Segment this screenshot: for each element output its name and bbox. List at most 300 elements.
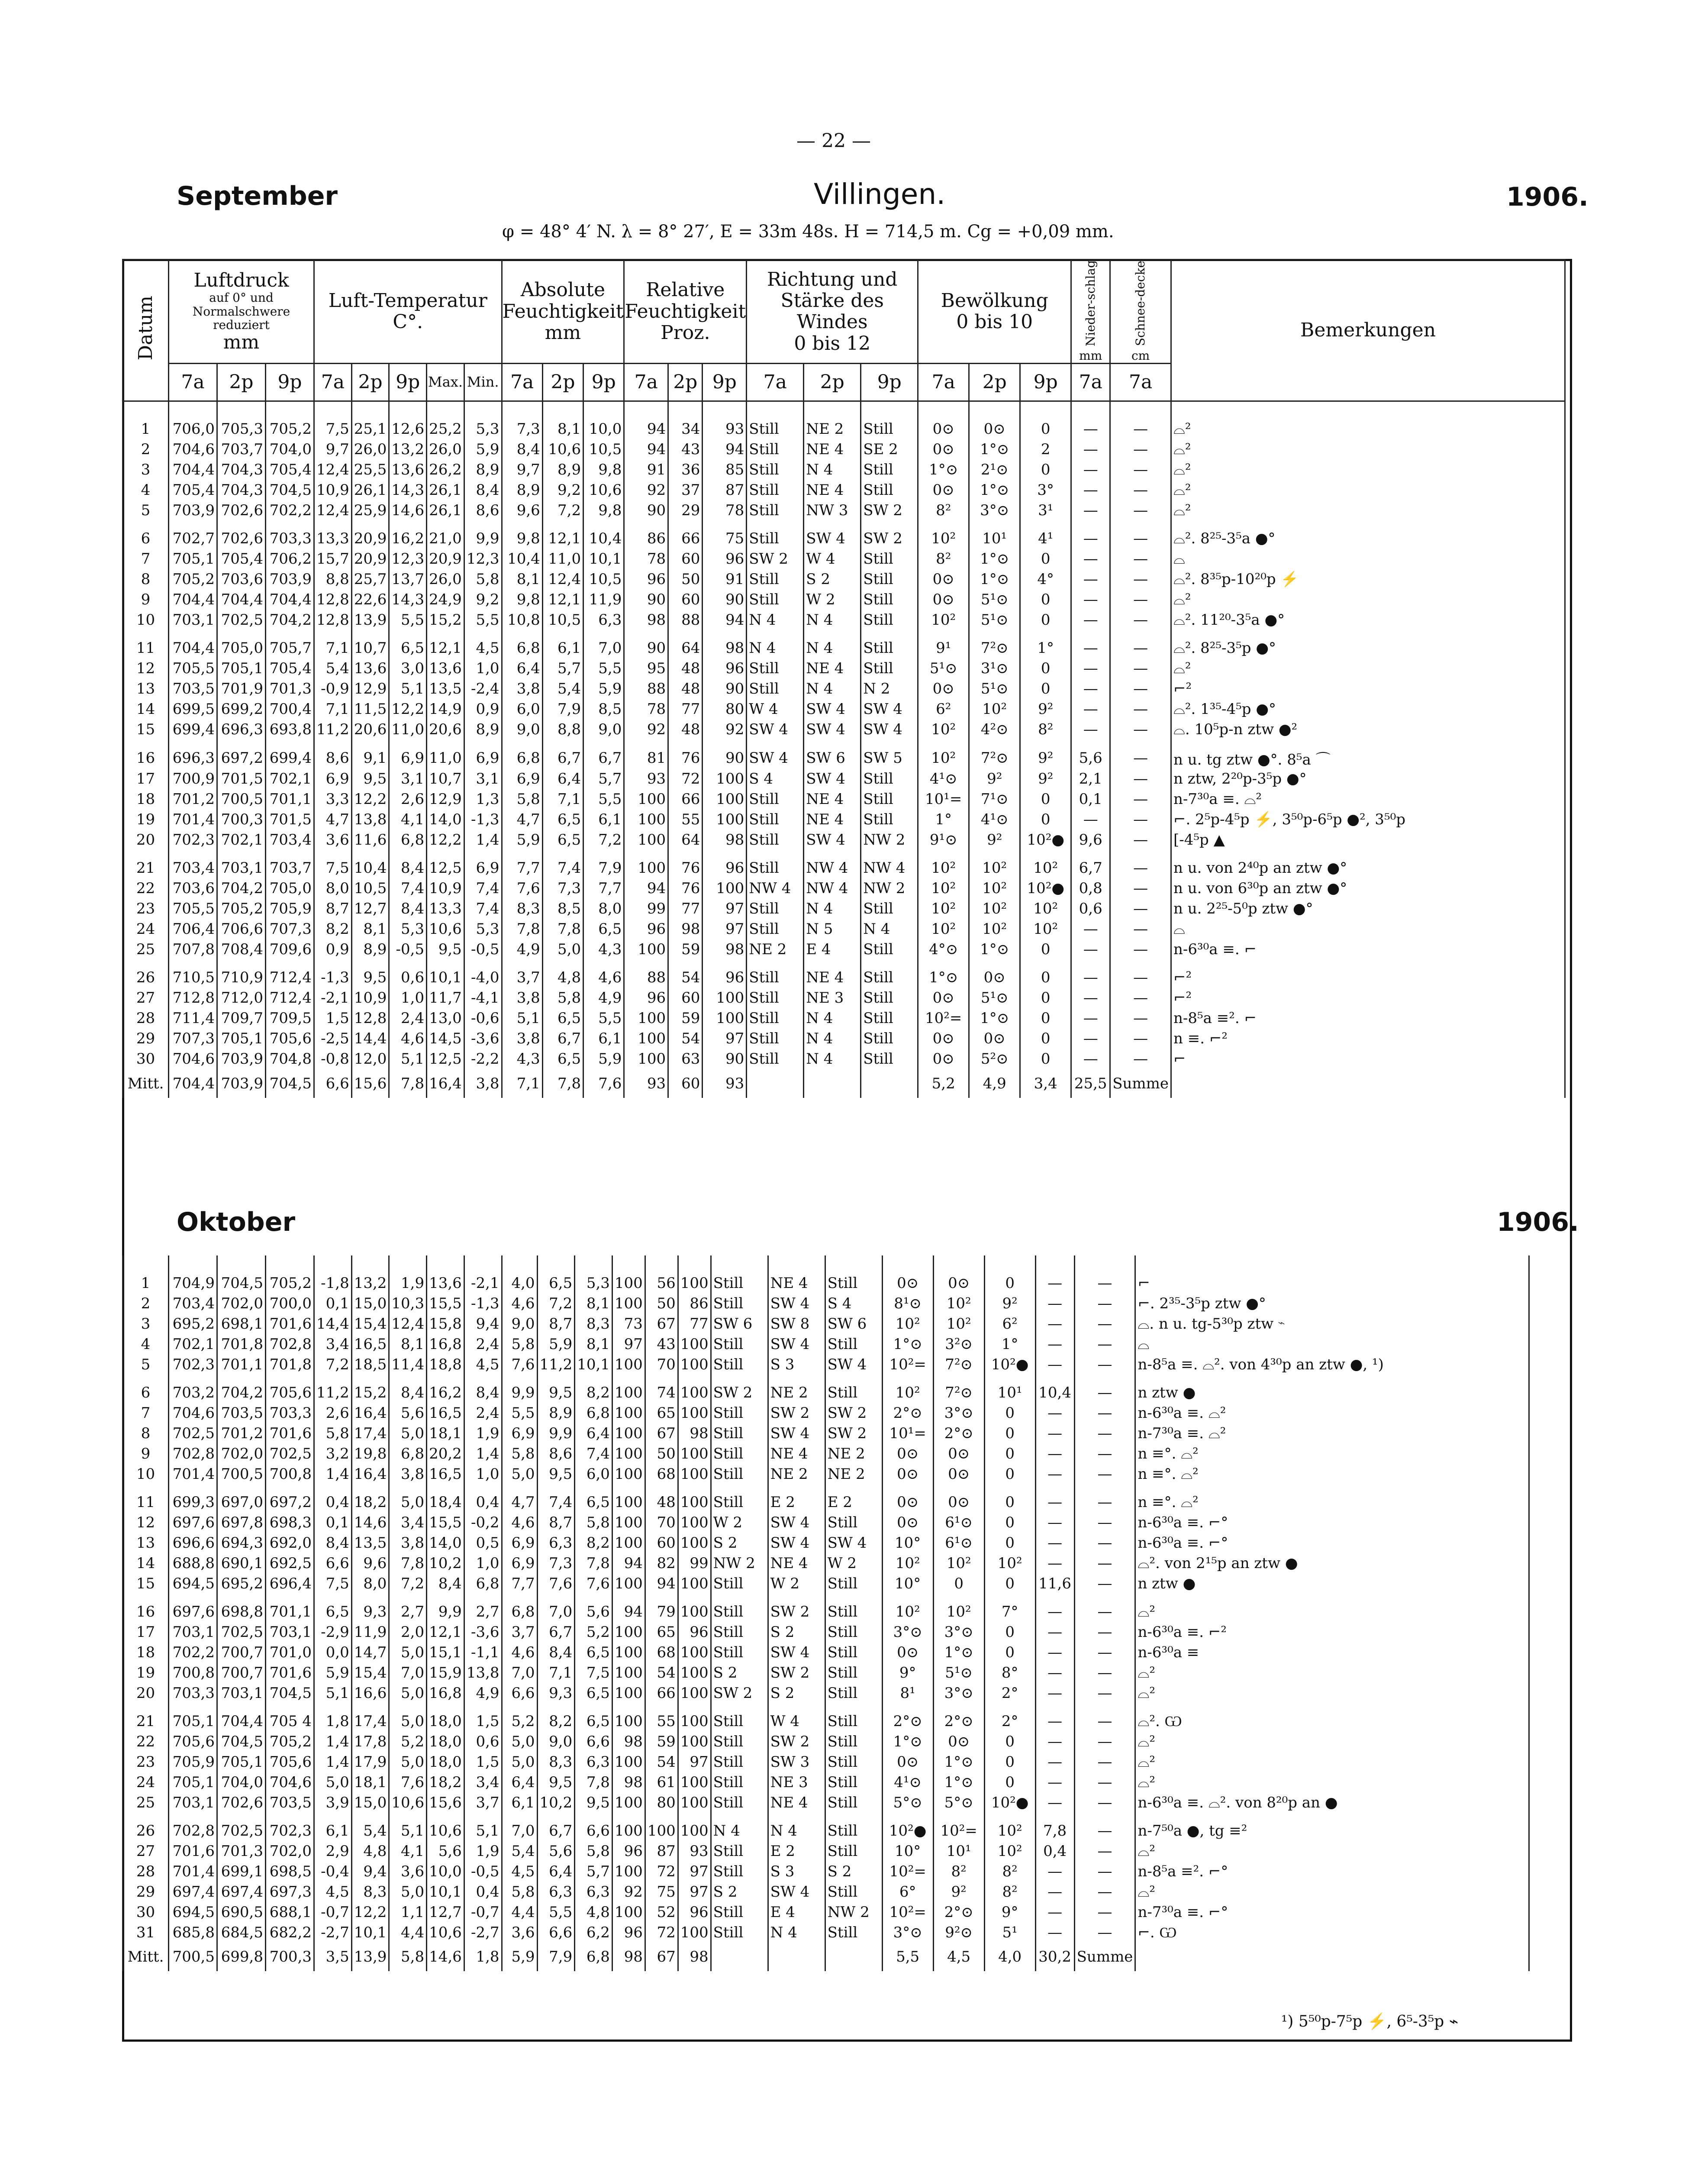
cell: 11,6 — [351, 830, 389, 850]
cell: SW 2 — [768, 1601, 825, 1622]
empty-cell — [1071, 401, 1110, 419]
cell: 2° — [984, 1683, 1035, 1703]
cell: 701,2 — [217, 1423, 266, 1443]
cell: SW 4 — [768, 1423, 825, 1443]
cell: 19,8 — [351, 1443, 389, 1464]
table-row — [123, 1423, 1529, 1443]
cell: 3,1 — [464, 769, 502, 789]
cell: 2,6 — [389, 789, 427, 810]
cell: 100 — [678, 1573, 711, 1594]
cell: 703,3 — [266, 1403, 314, 1423]
empty-cell — [169, 401, 217, 419]
cell: 6,9 — [464, 858, 502, 878]
cell: 22 — [123, 878, 169, 899]
cell: 27 — [123, 1841, 169, 1861]
cell: 52 — [645, 1902, 678, 1922]
empty-cell — [1071, 630, 1110, 638]
cell: 710,9 — [217, 968, 266, 988]
empty-cell — [969, 630, 1020, 638]
empty-cell — [464, 740, 502, 748]
cell: 13 — [123, 679, 169, 699]
cell: 11 — [123, 638, 169, 658]
cell: n-7³⁰a ≡. ⌓² — [1135, 1423, 1529, 1443]
cell: 91 — [624, 460, 668, 480]
cell: ⌓. n u. tg-5³⁰p ztw ⌁ — [1135, 1313, 1529, 1334]
empty-cell — [314, 740, 352, 748]
cell: 3°⊙ — [882, 1622, 933, 1642]
subheader-t7-21: 7a — [1110, 363, 1171, 401]
cell: Still — [861, 549, 918, 569]
cell: 682,2 — [266, 1922, 314, 1943]
cell: 16,4 — [351, 1403, 389, 1423]
cell: 701,6 — [266, 1423, 314, 1443]
cell: 1,4 — [314, 1731, 352, 1752]
empty-cell — [1020, 960, 1071, 968]
cell: 701,0 — [266, 1642, 314, 1662]
cell: 702,5 — [217, 610, 266, 630]
cell: 15 — [123, 720, 169, 740]
cell: N 4 — [804, 1029, 861, 1049]
cell: 7,6 — [502, 1354, 537, 1375]
cell: 703,3 — [266, 529, 314, 549]
cell: 3°⊙ — [969, 500, 1020, 521]
cell: 5,1 — [464, 1820, 502, 1841]
cell: S 4 — [747, 769, 804, 789]
cell: 7,8 — [502, 919, 542, 939]
cell: — — [1071, 699, 1110, 720]
cell: 6,6 — [502, 1683, 537, 1703]
cell: 685,8 — [169, 1922, 217, 1943]
empty-cell — [1171, 521, 1565, 529]
empty-cell — [882, 1813, 933, 1820]
cell: SW 8 — [768, 1313, 825, 1334]
empty-cell — [918, 960, 969, 968]
cell: 5,0 — [389, 1711, 427, 1731]
cell: Summe — [1110, 1069, 1171, 1098]
cell: 700,3 — [266, 1943, 314, 1971]
cell: 9,6 — [1071, 830, 1110, 850]
table-row — [123, 899, 1565, 919]
cell: 4,9 — [502, 939, 542, 960]
cell: 10²= — [882, 1354, 933, 1375]
empty-cell — [1110, 850, 1171, 858]
table-row — [123, 968, 1565, 988]
cell: 10,1 — [351, 1922, 389, 1943]
cell: n ztw ● — [1135, 1573, 1529, 1594]
cell: 0 — [984, 1533, 1035, 1553]
cell: 18,1 — [351, 1772, 389, 1792]
empty-cell — [1135, 1594, 1529, 1601]
cell: 1,4 — [314, 1752, 352, 1772]
empty-cell — [123, 1484, 169, 1492]
cell: 5,0 — [389, 1423, 427, 1443]
cell: 5,0 — [389, 1752, 427, 1772]
spacer-row — [123, 850, 1565, 858]
cell: 695,2 — [169, 1313, 217, 1334]
cell: 10,4 — [351, 858, 389, 878]
cell: 7,1 — [314, 638, 352, 658]
empty-cell — [502, 740, 542, 748]
cell: 2 — [123, 1293, 169, 1313]
cell: 8,4 — [464, 1382, 502, 1403]
cell: 704,4 — [217, 590, 266, 610]
cell: — — [1035, 1273, 1074, 1293]
cell: 3,8 — [502, 679, 542, 699]
cell: 8,5 — [542, 899, 583, 919]
empty-cell — [389, 401, 427, 419]
cell: 3,8 — [502, 1029, 542, 1049]
cell: SW 2 — [768, 1403, 825, 1423]
cell: -1,3 — [464, 1293, 502, 1313]
cell: 96 — [703, 968, 747, 988]
header-temperature — [314, 260, 502, 364]
cell: 0 — [1020, 460, 1071, 480]
cell: 9,2 — [542, 480, 583, 500]
cell: ⌐. Ѡ — [1135, 1922, 1529, 1943]
cell: 705,5 — [169, 658, 217, 679]
empty-cell — [169, 1484, 217, 1492]
cell: 5,8 — [502, 1443, 537, 1464]
empty-cell — [678, 1813, 711, 1820]
cell: — — [1071, 919, 1110, 939]
table-row — [123, 1464, 1529, 1484]
cell: 100 — [612, 1382, 645, 1403]
cell: 3,7 — [464, 1792, 502, 1813]
cell: 12 — [123, 658, 169, 679]
cell: 19 — [123, 810, 169, 830]
cell: 702,7 — [169, 529, 217, 549]
cell: 0 — [1020, 968, 1071, 988]
cell: -1,3 — [314, 968, 352, 988]
cell: 0 — [984, 1403, 1035, 1423]
cell: — — [1074, 1512, 1135, 1533]
cell: 3,8 — [389, 1464, 427, 1484]
cell: — — [1074, 1902, 1135, 1922]
cell: 15,6 — [427, 1792, 464, 1813]
cell: 2,7 — [464, 1601, 502, 1622]
cell: 96 — [703, 858, 747, 878]
cell: SW 4 — [747, 720, 804, 740]
cell: 0⊙ — [933, 1492, 984, 1512]
cell: 0 — [984, 1423, 1035, 1443]
cell: 712,4 — [266, 988, 314, 1008]
cell: 703,6 — [169, 878, 217, 899]
empty-cell — [266, 521, 314, 529]
cell: 6,1 — [314, 1820, 352, 1841]
empty-cell — [861, 960, 918, 968]
cell: 100 — [612, 1533, 645, 1553]
cell: 10² — [933, 1601, 984, 1622]
cell: Still — [825, 1512, 882, 1533]
cell: 100 — [678, 1922, 711, 1943]
cell: 705,9 — [266, 899, 314, 919]
cell: Still — [711, 1752, 768, 1772]
cell: 12,7 — [351, 899, 389, 919]
empty-cell — [711, 1255, 768, 1273]
cell: 703,5 — [169, 679, 217, 699]
cell: 10² — [918, 858, 969, 878]
cell: SW 4 — [804, 529, 861, 549]
cell: Still — [747, 968, 804, 988]
empty-cell — [1074, 1375, 1135, 1382]
cell: 6,9 — [389, 748, 427, 769]
cell: 10²● — [1020, 830, 1071, 850]
cell: 30 — [123, 1902, 169, 1922]
cell: Still — [825, 1622, 882, 1642]
cell: 4,6 — [583, 968, 624, 988]
cell: S 3 — [768, 1354, 825, 1375]
cell: 97 — [678, 1752, 711, 1772]
empty-cell — [668, 960, 703, 968]
cell: 699,5 — [169, 699, 217, 720]
cell: 703,9 — [217, 1049, 266, 1069]
cell: 10,0 — [583, 419, 624, 439]
cell: 94 — [612, 1553, 645, 1573]
cell: 6,5 — [542, 1008, 583, 1029]
cell: 2,9 — [314, 1841, 352, 1861]
cell: 703,7 — [217, 439, 266, 460]
cell: W 2 — [768, 1573, 825, 1594]
cell: 96 — [703, 549, 747, 569]
cell: W 4 — [747, 699, 804, 720]
cell: 7,1 — [314, 699, 352, 720]
cell: 20 — [123, 830, 169, 850]
cell: 90 — [703, 748, 747, 769]
cell: 9² — [933, 1881, 984, 1902]
cell: N 4 — [804, 679, 861, 699]
cell: — — [1071, 1049, 1110, 1069]
cell: 60 — [668, 1069, 703, 1098]
subheader-t2-15: 2p — [804, 363, 861, 401]
cell: — — [1074, 1334, 1135, 1354]
empty-cell — [464, 1484, 502, 1492]
cell: 87 — [645, 1841, 678, 1861]
cell: 26 — [123, 1820, 169, 1841]
cell: 700,5 — [217, 789, 266, 810]
cell: N 4 — [804, 1008, 861, 1029]
empty-cell — [768, 1375, 825, 1382]
cell: 12,6 — [389, 419, 427, 439]
cell: Still — [861, 1029, 918, 1049]
empty-cell — [1171, 630, 1565, 638]
cell: 8,4 — [537, 1642, 575, 1662]
cell: 3 — [123, 1313, 169, 1334]
table-row — [123, 858, 1565, 878]
cell: 76 — [668, 878, 703, 899]
cell: 8,5 — [583, 699, 624, 720]
cell: 61 — [645, 1772, 678, 1792]
table-row — [123, 569, 1565, 590]
cell: 16,4 — [427, 1069, 464, 1098]
cell: — — [1074, 1792, 1135, 1813]
cell: — — [1074, 1382, 1135, 1403]
empty-cell — [1074, 1703, 1135, 1711]
cell: 696,4 — [266, 1573, 314, 1594]
table-row — [123, 1752, 1529, 1772]
cell: 8,7 — [314, 899, 352, 919]
cell: 13,6 — [427, 1273, 464, 1293]
cell: 9,0 — [502, 720, 542, 740]
cell: — — [1074, 1553, 1135, 1573]
cell: 12,1 — [427, 1622, 464, 1642]
cell: NE 3 — [804, 988, 861, 1008]
cell: 705,2 — [266, 419, 314, 439]
cell: 5,8 — [464, 569, 502, 590]
empty-cell — [217, 850, 266, 858]
empty-cell — [969, 740, 1020, 748]
cell: 6,4 — [575, 1423, 612, 1443]
cell: 14,6 — [389, 500, 427, 521]
cell: ⌐² — [1171, 968, 1565, 988]
cell: 86 — [624, 529, 668, 549]
cell: 6,3 — [537, 1533, 575, 1553]
cell: — — [1074, 1662, 1135, 1683]
cell: 6,0 — [575, 1464, 612, 1484]
cell: SE 2 — [861, 439, 918, 460]
empty-cell — [804, 850, 861, 858]
empty-cell — [624, 521, 668, 529]
cell: ⌓² — [1135, 1731, 1529, 1752]
table-row — [123, 439, 1565, 460]
empty-cell — [266, 960, 314, 968]
cell: — — [1110, 748, 1171, 769]
empty-cell — [314, 1255, 352, 1273]
empty-cell — [645, 1594, 678, 1601]
cell: 704,4 — [169, 638, 217, 658]
cell: — — [1110, 769, 1171, 789]
cell: -0,5 — [389, 939, 427, 960]
cell: N 4 — [861, 919, 918, 939]
cell: 54 — [668, 1029, 703, 1049]
cell: 2,0 — [389, 1622, 427, 1642]
cell: 700,5 — [217, 1464, 266, 1484]
cell: SW 2 — [711, 1683, 768, 1703]
empty-cell — [825, 1255, 882, 1273]
empty-cell — [668, 630, 703, 638]
cell: 701,2 — [169, 789, 217, 810]
cell: 100 — [678, 1354, 711, 1375]
cell: 6,5 — [542, 810, 583, 830]
cell: 10,6 — [427, 1820, 464, 1841]
cell: 100 — [678, 1601, 711, 1622]
cell: 705,1 — [217, 658, 266, 679]
cell: 11,2 — [314, 1382, 352, 1403]
cell: 11,4 — [389, 1354, 427, 1375]
empty-cell — [1110, 740, 1171, 748]
cell: n-8⁵a ≡². ⌐ — [1171, 1008, 1565, 1029]
cell: 7,2 — [314, 1354, 352, 1375]
empty-cell — [464, 850, 502, 858]
cell: 73 — [612, 1313, 645, 1334]
cell: 13,7 — [389, 569, 427, 590]
cell: 17,8 — [351, 1731, 389, 1752]
cell: ⌓² — [1171, 460, 1565, 480]
cell: 15,7 — [314, 549, 352, 569]
cell: — — [1074, 1622, 1135, 1642]
cell: 703,4 — [266, 830, 314, 850]
cell: 16,5 — [427, 1403, 464, 1423]
header-precipitation — [1071, 260, 1110, 364]
cell: SW 2 — [711, 1382, 768, 1403]
cell: 701,3 — [266, 679, 314, 699]
cell: 4,6 — [502, 1512, 537, 1533]
cell: 5,6 — [537, 1841, 575, 1861]
cell: 0 — [984, 1772, 1035, 1792]
cell: 56 — [645, 1273, 678, 1293]
table-row — [123, 419, 1565, 439]
cell: 3,1 — [389, 769, 427, 789]
cell: n ≡°. ⌓² — [1135, 1464, 1529, 1484]
cell: Still — [711, 1902, 768, 1922]
empty-cell — [502, 850, 542, 858]
cell: 1,8 — [464, 1943, 502, 1971]
table-row — [123, 810, 1565, 830]
empty-cell — [825, 1484, 882, 1492]
cell: 14,0 — [427, 1533, 464, 1553]
cell: — — [1074, 1492, 1135, 1512]
table-row — [123, 1841, 1529, 1861]
month-title-september: September — [177, 181, 338, 211]
cell: 712,4 — [266, 968, 314, 988]
empty-cell — [933, 1813, 984, 1820]
cell: 72 — [668, 769, 703, 789]
cell: 8,0 — [314, 878, 352, 899]
cell: n ≡°. ⌓² — [1135, 1492, 1529, 1512]
cell: 8,8 — [542, 720, 583, 740]
cell: 5,7 — [583, 769, 624, 789]
cell: Still — [825, 1382, 882, 1403]
empty-cell — [502, 1375, 537, 1382]
empty-cell — [583, 850, 624, 858]
cell: 8,4 — [389, 899, 427, 919]
cell: 11,2 — [314, 720, 352, 740]
cell: NE 2 — [768, 1464, 825, 1484]
cell: 710,5 — [169, 968, 217, 988]
cell: 88 — [624, 968, 668, 988]
empty-cell — [217, 401, 266, 419]
cell: 12,5 — [427, 1049, 464, 1069]
cell: — — [1071, 968, 1110, 988]
cell: 701,8 — [217, 1334, 266, 1354]
cell: 9° — [882, 1662, 933, 1683]
cell: 55 — [668, 810, 703, 830]
cell: 100 — [703, 878, 747, 899]
cell: 5,5 — [502, 1403, 537, 1423]
empty-cell — [768, 1484, 825, 1492]
empty-cell — [502, 521, 542, 529]
empty-cell — [427, 1594, 464, 1601]
cell: 9² — [1020, 699, 1071, 720]
empty-cell — [351, 1813, 389, 1820]
subheader-t9-5: 9p — [389, 363, 427, 401]
cell: 0⊙ — [969, 419, 1020, 439]
cell: 0,1 — [314, 1293, 352, 1313]
cell: 48 — [668, 720, 703, 740]
cell: 100 — [678, 1731, 711, 1752]
empty-cell — [502, 401, 542, 419]
cell: 709,7 — [217, 1008, 266, 1029]
cell: 15,8 — [427, 1313, 464, 1334]
subheader-t7-20: 7a — [1071, 363, 1110, 401]
cell: 9,5 — [351, 769, 389, 789]
cell: 694,5 — [169, 1573, 217, 1594]
cell: 25,9 — [351, 500, 389, 521]
cell: 0,1 — [1071, 789, 1110, 810]
cell: 48 — [645, 1492, 678, 1512]
table-row — [123, 1642, 1529, 1662]
cell: Still — [747, 1008, 804, 1029]
cell: 100 — [612, 1443, 645, 1464]
